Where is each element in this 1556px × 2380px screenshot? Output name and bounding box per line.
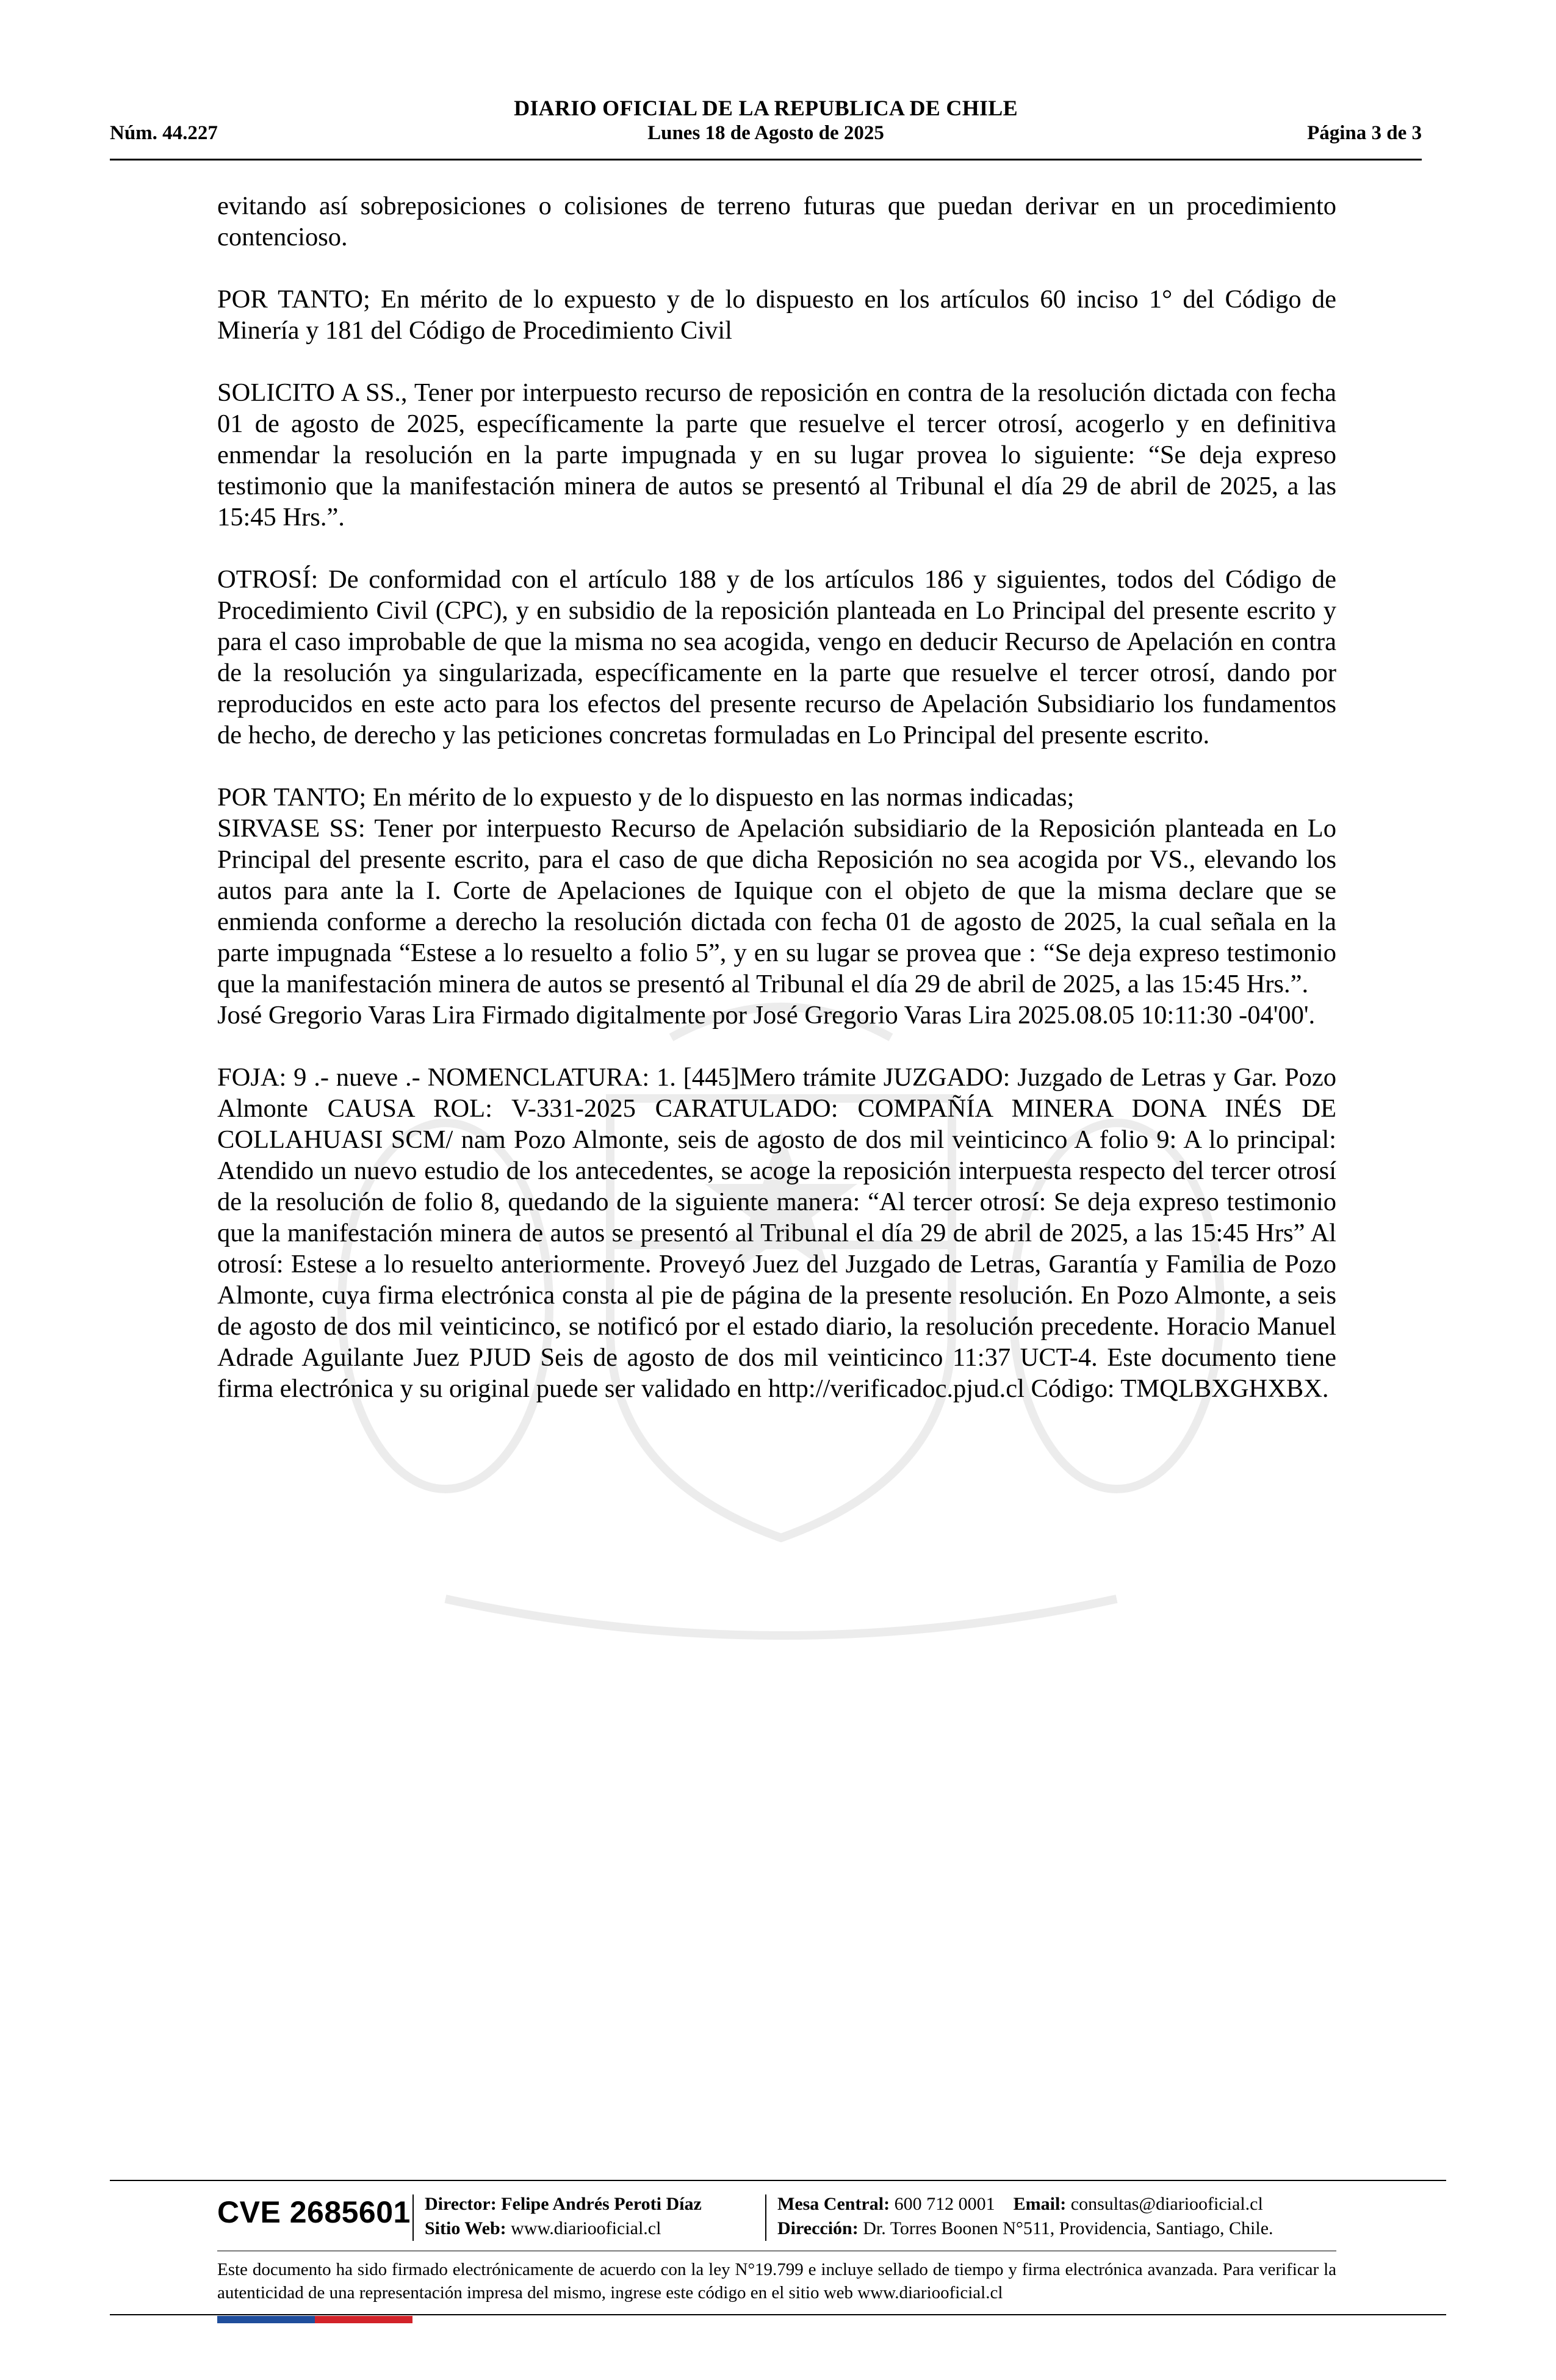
cve-code: CVE 2685601: [217, 2195, 411, 2229]
footer-bottom-divider: [110, 2314, 1446, 2315]
issue-date: Lunes 18 de Agosto de 2025: [647, 122, 884, 144]
footer-divider-2: [765, 2194, 766, 2241]
address-text: Dr. Torres Boonen N°511, Providencia, Santiago, Chile.: [863, 2218, 1273, 2238]
body-paragraph-3: SOLICITO A SS., Tener por interpuesto recurso de reposición en contra de la resolución dictada con fecha 01 de agosto de 2025, específicamente la parte que resuelve el tercer otrosí, acogerlo y en definitiva enmendar la resolución en la parte impugnada y en su lugar provea lo siguiente: “Se deja expreso testimonio que la manifestación minera de autos se presentó al Tribunal el día 29 de abril de 2025, a las 15:45 Hrs.”.: [217, 378, 1336, 532]
body-paragraph-1: evitando así sobreposiciones o colisiones de terreno futuras que puedan derivar en un procedimiento contencioso.: [217, 192, 1336, 251]
footer-director-column: [425, 2192, 702, 2241]
body-paragraph-4: OTROSÍ: De conformidad con el artículo 188 y de los artículos 186 y siguientes, todos del Código de Procedimiento Civil (CPC), y en subsidio de la reposición planteada en Lo Principal del presente escrito y para el caso improbable de que la misma no sea acogida, vengo en deducir Recurso de Apelación en contra de la resolución ya singularizada, específicamente en la parte que resuelve el tercer otrosí, dando por reproducidos en este acto para los efectos del presente recurso de Apelación Subsidiario los fundamentos de hecho, de derecho y las peticiones concretas formuladas en Lo Principal del presente escrito.: [217, 565, 1336, 749]
email-label: Email:: [1013, 2194, 1067, 2214]
email-link[interactable]: consultas@diariooficial.cl: [1070, 2194, 1263, 2214]
page-number: Página 3 de 3: [1307, 122, 1422, 144]
body-paragraph-6: SIRVASE SS: Tener por interpuesto Recurso de Apelación subsidiario de la Reposición planteada en Lo Principal del presente escrito, para el caso de que dicha Reposición no sea acogida por VS., elevando los autos para ante la I. Corte de Apelaciones de Iquique con el objeto de que la misma declare que se enmienda conforme a derecho la resolución dictada con fecha 01 de agosto de 2025, la cual señala en la parte impugnada “Estese a lo resuelto a folio 5”, y en su lugar se provea que : “Se deja expreso testimonio que la manifestación minera de autos se presentó al Tribunal el día 29 de abril de 2025, a las 15:45 Hrs.”.: [217, 814, 1336, 998]
footer-website-line: [425, 2216, 702, 2241]
body-paragraph-5: POR TANTO; En mérito de lo expuesto y de lo dispuesto en las normas indicadas;: [217, 783, 1075, 812]
footer-address-line: [777, 2216, 1273, 2241]
document-body: [217, 190, 1336, 1435]
website-label: Sitio Web:: [425, 2218, 506, 2238]
director-label: Director:: [425, 2194, 497, 2214]
footer-info: [217, 2191, 1336, 2246]
flag-red-segment: [315, 2316, 412, 2323]
signature-disclaimer: Este documento ha sido firmado electrónicamente de acuerdo con la ley N°19.799 e incluye sellado de tiempo y firma electrónica avanzada. Para verificar la autenticidad de una representación impresa del mismo, ingrese este código en el sitio web www.diariooficial.cl: [217, 2260, 1336, 2302]
body-paragraph-7: José Gregorio Varas Lira Firmado digitalmente por José Gregorio Varas Lira 2025.08.05 10:11:30 -04'00'.: [217, 1001, 1316, 1030]
header-info-row: [110, 122, 1422, 150]
footer-contact-column: [777, 2192, 1273, 2241]
address-label: Dirección:: [777, 2218, 859, 2238]
publication-title: DIARIO OFICIAL DE LA REPUBLICA DE CHILE: [514, 96, 1018, 120]
footer-top-divider: [110, 2180, 1446, 2181]
website-link[interactable]: www.diariooficial.cl: [511, 2218, 661, 2238]
footer-contact-line: [777, 2192, 1273, 2216]
footer-director-line: [425, 2192, 702, 2216]
body-paragraph-8: FOJA: 9 .- nueve .- NOMENCLATURA: 1. [445]Mero trámite JUZGADO: Juzgado de Letras y Gar. Pozo Almonte CAUSA ROL: V-331-2025 CARATULADO: COMPAÑÍA MINERA DONA INÉS DE COLLAHUASI SCM/ nam Pozo Almonte, seis de agosto de dos mil veinticinco A folio 9: A lo principal: Atendido un nuevo estudio de los antecedentes, se acoge la reposición interpuesta respecto del tercer otrosí de la resolución de folio 8, quedando de la siguiente manera: “Al tercer otrosí: Se deja expreso testimonio que la manifestación minera de autos se presentó al Tribunal el día 29 de abril de 2025, a las 15:45 Hrs” Al otrosí: Estese a lo resuelto anteriormente. Proveyó Juez del Juzgado de Letras, Garantía y Familia de Pozo Almonte, cuya firma electrónica consta al pie de página de la presente resolución. En Pozo Almonte, a seis de agosto de dos mil veinticinco, se notificó por el estado diario, la resolución precedente. Horacio Manuel Adrade Aguilante Juez PJUD Seis de agosto de dos mil veinticinco 11:37 UCT-4. Este documento tiene firma electrónica y su original puede ser validado en http://verificadoc.pjud.cl Código: TMQLBXGHXBX.: [217, 1063, 1336, 1403]
issue-number: Núm. 44.227: [110, 122, 218, 144]
phone-number: 600 712 0001: [894, 2194, 995, 2214]
director-name: Felipe Andrés Peroti Díaz: [501, 2194, 702, 2214]
body-paragraph-2: POR TANTO; En mérito de lo expuesto y de lo dispuesto en los artículos 60 inciso 1° del Código de Minería y 181 del Código de Procedimiento Civil: [217, 285, 1336, 345]
chile-flag-bar: [217, 2316, 412, 2323]
footer-divider-1: [412, 2194, 414, 2241]
phone-label: Mesa Central:: [777, 2194, 890, 2214]
page-header: [110, 93, 1422, 160]
flag-blue-segment: [217, 2316, 315, 2323]
